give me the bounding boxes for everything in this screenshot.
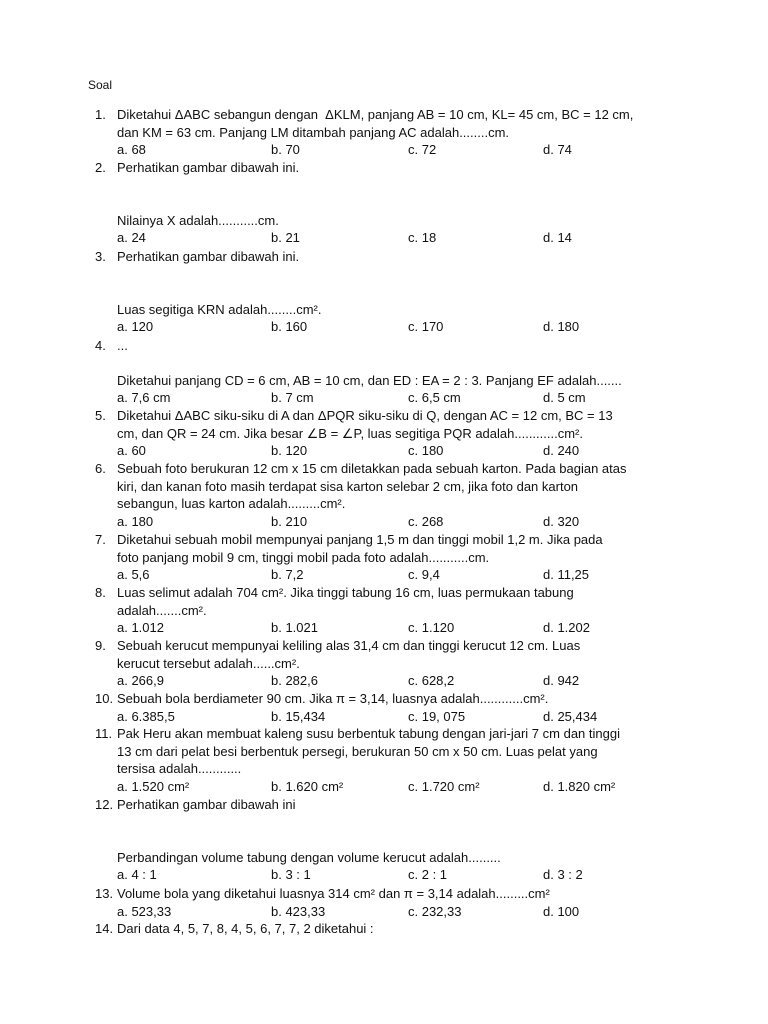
option-c: c. 1.720 cm²	[408, 779, 480, 795]
question-number: 1.	[95, 107, 106, 122]
option-a: a. 120	[117, 319, 154, 335]
question-number: 13.	[95, 886, 114, 901]
question-text: Diketahui ΔABC siku-siku di A dan ΔPQR siku-siku di Q, dengan AC = 12 cm, BC = 13 cm, dan QR = 24 cm. Jika besar ∠B = ∠P, luas segitiga PQR adalah............cm².	[117, 408, 613, 441]
question-6	[95, 460, 695, 531]
figure-placeholder	[95, 355, 695, 372]
option-d: d. 74	[543, 142, 572, 158]
option-c: c. 232,33	[408, 903, 462, 919]
option-c: c. 1.120	[408, 620, 455, 636]
option-d: d. 14	[543, 230, 572, 246]
question-10	[95, 690, 695, 725]
option-b: b. 7,2	[271, 567, 304, 583]
question-number: 6.	[95, 461, 106, 476]
option-b: b. 3 : 1	[271, 867, 311, 883]
answer-options	[117, 903, 695, 921]
figure-placeholder	[95, 814, 695, 849]
option-d: d. 5 cm	[543, 390, 586, 406]
option-c: c. 180	[408, 443, 444, 459]
option-b: b. 21	[271, 230, 300, 246]
question-number: 12.	[95, 797, 114, 812]
question-text: Perhatikan gambar dibawah ini.	[117, 160, 300, 175]
option-d: d. 100	[543, 903, 580, 919]
option-a: a. 4 : 1	[117, 867, 157, 883]
option-c: c. 18	[408, 230, 437, 246]
option-c: c. 2 : 1	[408, 867, 448, 883]
answer-options	[117, 778, 695, 796]
question-5	[95, 407, 695, 460]
option-a: a. 1.012	[117, 620, 164, 636]
option-b: b. 1.021	[271, 620, 318, 636]
option-d: d. 3 : 2	[543, 867, 583, 883]
question-text: ...	[117, 338, 128, 353]
option-c: c. 19, 075	[408, 708, 466, 724]
question-prompt: Nilainya X adalah...........cm.	[117, 212, 279, 228]
answer-options	[117, 513, 695, 531]
question-number: 5.	[95, 408, 106, 423]
question-14	[95, 920, 695, 938]
answer-options	[117, 141, 695, 159]
option-c: c. 72	[408, 142, 437, 158]
answer-options	[117, 229, 695, 247]
answer-options	[117, 566, 695, 584]
question-8	[95, 584, 695, 637]
question-13	[95, 885, 695, 920]
option-b: b. 210	[271, 514, 308, 530]
option-d: d. 240	[543, 443, 580, 459]
option-b: b. 160	[271, 319, 308, 335]
question-number: 4.	[95, 338, 106, 353]
answer-options	[117, 442, 695, 460]
option-a: a. 180	[117, 514, 154, 530]
question-prompt: Diketahui panjang CD = 6 cm, AB = 10 cm, dan ED : EA = 2 : 3. Panjang EF adalah.......	[117, 372, 622, 388]
answer-options	[117, 619, 695, 637]
question-number: 7.	[95, 532, 106, 547]
option-d: d. 11,25	[543, 567, 590, 583]
option-b: b. 15,434	[271, 708, 326, 724]
option-a: a. 266,9	[117, 673, 164, 689]
option-a: a. 7,6 cm	[117, 390, 171, 406]
question-4	[95, 337, 695, 407]
option-c: c. 268	[408, 514, 444, 530]
answer-options	[117, 866, 695, 884]
question-1	[95, 106, 695, 159]
question-9	[95, 637, 695, 690]
option-a: a. 6.385,5	[117, 708, 175, 724]
section-title: Soal	[88, 78, 113, 92]
option-c: c. 9,4	[408, 567, 440, 583]
question-text: Luas selimut adalah 704 cm². Jika tinggi tabung 16 cm, luas permukaan tabung adalah.......cm².	[117, 585, 574, 618]
option-a: a. 523,33	[117, 903, 172, 919]
question-text: Volume bola yang diketahui luasnya 314 cm² dan π = 3,14 adalah.........cm²	[117, 886, 550, 901]
question-text: Sebuah bola berdiameter 90 cm. Jika π = 3,14, luasnya adalah............cm².	[117, 691, 549, 706]
question-number: 14.	[95, 921, 114, 936]
option-a: a. 68	[117, 142, 146, 158]
option-b: b. 282,6	[271, 673, 318, 689]
answer-options	[117, 708, 695, 726]
option-d: d. 942	[543, 673, 580, 689]
option-d: d. 1.202	[543, 620, 590, 636]
option-c: c. 6,5 cm	[408, 390, 461, 406]
option-b: b. 1.620 cm²	[271, 779, 344, 795]
figure-placeholder	[95, 266, 695, 301]
question-text: Perhatikan gambar dibawah ini.	[117, 249, 300, 264]
question-text: Sebuah kerucut mempunyai keliling alas 31,4 cm dan tinggi kerucut 12 cm. Luas kerucut tersebut adalah......cm².	[117, 638, 581, 671]
question-7	[95, 531, 695, 584]
question-number: 3.	[95, 249, 106, 264]
question-text: Sebuah foto berukuran 12 cm x 15 cm diletakkan pada sebuah karton. Pada bagian atas kiri, dan kanan foto masih terdapat sisa karton selebar 2 cm, jika foto dan karton sebangun, luas karton adalah.........cm².	[117, 461, 627, 512]
question-number: 10.	[95, 691, 114, 706]
question-11	[95, 725, 695, 796]
option-a: a. 60	[117, 443, 146, 459]
question-12	[95, 796, 695, 884]
question-text: Diketahui ΔABC sebangun dengan ΔKLM, panjang AB = 10 cm, KL= 45 cm, BC = 12 cm, dan KM = 63 cm. Panjang LM ditambah panjang AC adalah........cm.	[117, 107, 634, 140]
question-text: Dari data 4, 5, 7, 8, 4, 5, 6, 7, 7, 2 diketahui :	[117, 921, 374, 936]
answer-options	[117, 389, 695, 407]
question-3	[95, 248, 695, 336]
option-d: d. 1.820 cm²	[543, 779, 616, 795]
option-a: a. 24	[117, 230, 146, 246]
question-number: 8.	[95, 585, 106, 600]
figure-placeholder	[95, 177, 695, 212]
option-c: c. 170	[408, 319, 444, 335]
question-prompt: Perbandingan volume tabung dengan volume kerucut adalah.........	[117, 849, 501, 865]
option-c: c. 628,2	[408, 673, 455, 689]
option-a: a. 5,6	[117, 567, 150, 583]
option-b: b. 423,33	[271, 903, 326, 919]
question-prompt: Luas segitiga KRN adalah........cm².	[117, 301, 322, 317]
option-b: b. 120	[271, 443, 308, 459]
question-2	[95, 159, 695, 247]
option-d: d. 180	[543, 319, 580, 335]
question-number: 9.	[95, 638, 106, 653]
answer-options	[117, 672, 695, 690]
option-d: d. 320	[543, 514, 580, 530]
question-number: 11.	[95, 726, 113, 741]
question-text: Pak Heru akan membuat kaleng susu berbentuk tabung dengan jari-jari 7 cm dan tinggi 13 cm dari pelat besi berbentuk persegi, berukuran 50 cm x 50 cm. Luas pelat yang tersisa adalah............	[117, 726, 620, 777]
option-b: b. 7 cm	[271, 390, 314, 406]
question-text: Perhatikan gambar dibawah ini	[117, 797, 296, 812]
answer-options	[117, 318, 695, 336]
question-text: Diketahui sebuah mobil mempunyai panjang 1,5 m dan tinggi mobil 1,2 m. Jika pada foto panjang mobil 9 cm, tinggi mobil pada foto adalah...........cm.	[117, 532, 603, 565]
option-b: b. 70	[271, 142, 300, 158]
option-d: d. 25,434	[543, 708, 598, 724]
question-number: 2.	[95, 160, 106, 175]
option-a: a. 1.520 cm²	[117, 779, 190, 795]
